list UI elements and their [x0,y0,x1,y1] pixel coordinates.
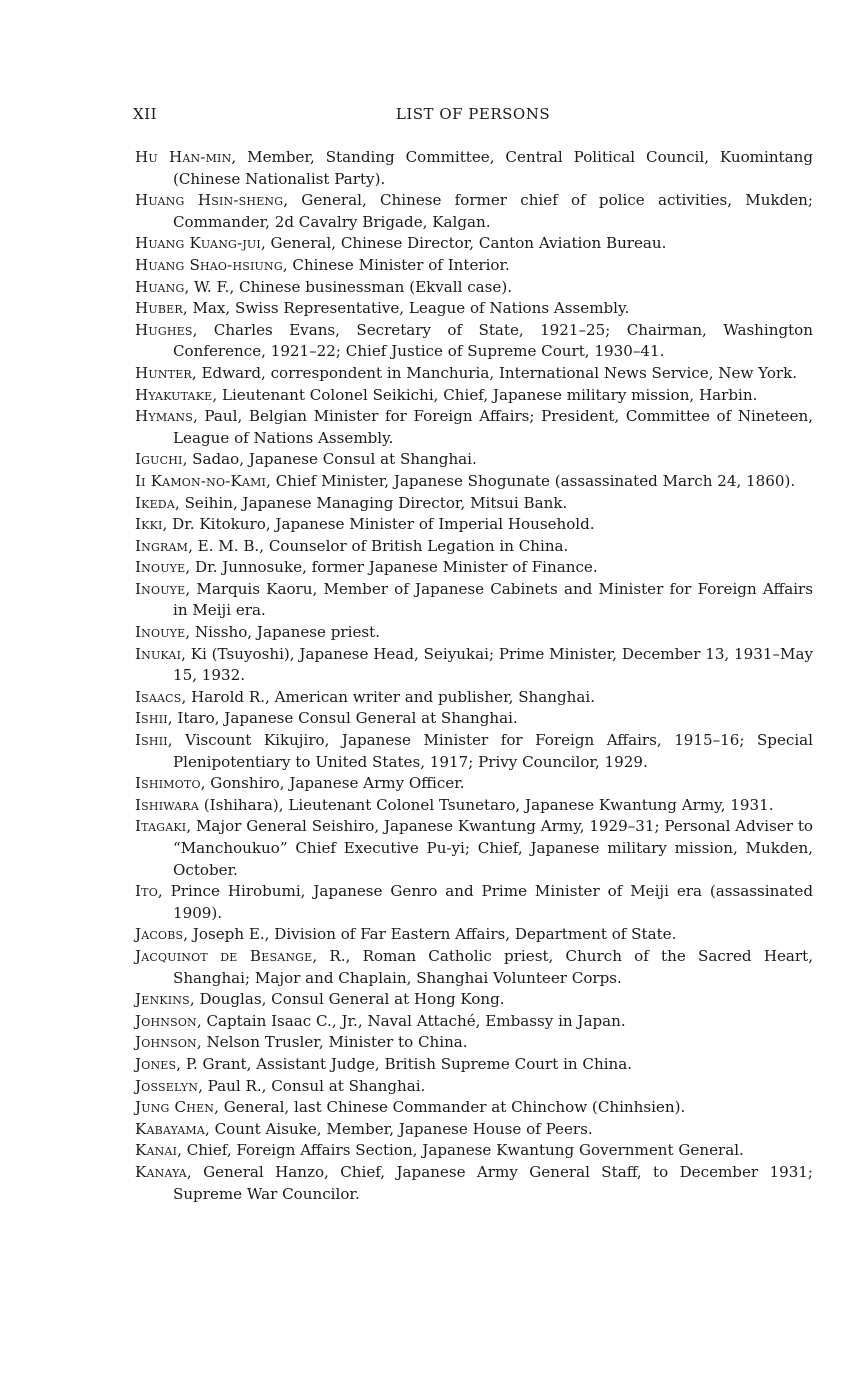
person-name: Huang Shao-hsiung [135,255,283,274]
person-description: , Douglas, Consul General at Hong Kong. [189,990,505,1009]
person-name: Ishii [135,709,168,728]
person-description: , General, last Chinese Commander at Chinchow (Chinhsien). [214,1098,686,1117]
person-name: Josselyn [135,1076,199,1095]
list-item [135,363,813,385]
person-description: , Charles Evans, Secretary of State, 1921–25; Chairman, Washington Conference, 1921–22; Chief Justice of Supreme Court, 1930–41. [173,320,813,361]
person-description: , Member, Standing Committee, Central Political Council, Kuomintang (Chinese Nationalist Party). [173,148,813,188]
list-item [135,1011,813,1033]
person-description: , Chinese Minister of Interior. [282,255,510,274]
person-description: , R., Roman Catholic priest, Church of the Sacred Heart, Shanghai; Major and Chaplain, Shanghai Volunteer Corps. [173,946,813,987]
person-name: Kanai [135,1141,178,1160]
list-item [135,147,813,190]
list-item [135,1140,813,1162]
list-item [135,514,813,536]
list-item [135,579,813,622]
person-name: Inouye [135,579,186,598]
person-description: , General, Chinese former chief of police activities, Mukden; Commander, 2d Cavalry Brigade, Kalgan. [173,191,813,231]
list-item [135,233,813,255]
list-item [135,795,813,817]
persons-list [135,147,813,1205]
list-item [135,1162,813,1205]
person-name: Jung Chen [135,1098,215,1117]
person-name: Isaacs [135,687,182,706]
person-description: , P. Grant, Assistant Judge, British Supreme Court in China. [176,1054,633,1073]
list-item [135,536,813,558]
person-name: Inukai [135,644,182,663]
person-name: Inouye [135,623,186,642]
person-name: Huang [135,277,185,296]
person-description: , Joseph E., Division of Far Eastern Affairs, Department of State. [183,925,677,944]
page-header [133,105,813,127]
list-item [135,730,813,773]
person-name: Ingram [135,536,189,555]
list-item [135,449,813,471]
person-name: Huang Hsin-sheng [135,191,284,210]
list-item [135,471,813,493]
person-description: , Prince Hirobumi, Japanese Genro and Prime Minister of Meiji era (assassinated 1909). [157,882,813,922]
person-description: , E. M. B., Counselor of British Legation in China. [188,536,569,555]
list-item [135,989,813,1011]
list-item [135,881,813,924]
person-description: , Edward, correspondent in Manchuria, International News Service, New York. [191,363,798,382]
person-description: , Itaro, Japanese Consul General at Shanghai. [167,709,518,728]
person-description: , Marquis Kaoru, Member of Japanese Cabinets and Minister for Foreign Affairs in Meiji era. [173,579,813,620]
person-name: Kanaya [135,1162,187,1181]
person-description: , Paul R., Consul at Shanghai. [198,1076,426,1095]
person-description: , Lieutenant Colonel Seikichi, Chief, Japanese military mission, Harbin. [212,385,758,404]
person-name: Huber [135,299,183,318]
person-name: Ikeda [135,493,175,512]
list-item [135,1032,813,1054]
person-name: Hunter [135,363,192,382]
person-name: Ishimoto [135,774,201,793]
person-name: Hu Han-min [135,148,232,166]
person-description: , Chief, Foreign Affairs Section, Japanese Kwantung Government General. [177,1141,744,1160]
person-description: , Gonshiro, Japanese Army Officer. [200,774,465,793]
person-name: Jacquinot de Besange [135,946,313,965]
person-description: , Seihin, Japanese Managing Director, Mitsui Bank. [174,493,568,512]
list-item [135,687,813,709]
person-description: , Count Aisuke, Member, Japanese House of Peers. [204,1119,593,1138]
person-description: , Max, Swiss Representative, League of Nations Assembly. [182,299,630,318]
person-name: Huang Kuang-jui [135,234,261,253]
person-description: , Viscount Kikujiro, Japanese Minister for Foreign Affairs, 1915–16; Special Plenipotentiary to United States, 1917; Privy Councilor, 1929. [167,731,813,771]
list-item [135,773,813,795]
person-description: , General, Chinese Director, Canton Aviation Bureau. [260,234,667,253]
list-item [135,946,813,989]
list-item [135,493,813,515]
list-item [135,622,813,644]
list-item [135,708,813,730]
person-description: , Dr. Kitokuro, Japanese Minister of Imperial Household. [162,515,595,534]
person-description: , Dr. Junnosuke, former Japanese Minister of Finance. [185,558,598,577]
person-name: Hughes [135,320,193,339]
list-item [135,816,813,881]
list-item [135,320,813,363]
person-name: Ishii [135,731,168,750]
person-description: , Major General Seishiro, Japanese Kwantung Army, 1929–31; Personal Adviser to “Manchoukuo” Chief Executive Pu-yi; Chief, Japanese military mission, Mukden, October. [173,817,813,879]
person-name: Hymans [135,407,193,426]
list-item [135,1054,813,1076]
person-name: Ito [135,882,158,901]
list-item [135,1076,813,1098]
person-name: Inouye [135,558,186,577]
list-item [135,255,813,277]
list-item [135,1119,813,1141]
person-description: , Harold R., American writer and publisher, Shanghai. [181,687,596,706]
person-name: Hyakutake [135,385,213,404]
person-name: Iguchi [135,450,183,469]
person-name: Ishiwara [135,795,199,814]
person-description: , Sadao, Japanese Consul at Shanghai. [182,450,477,469]
person-description: , Nissho, Japanese priest. [185,623,380,642]
list-item [135,1097,813,1119]
person-name: Jenkins [135,990,190,1009]
person-name: Itagaki [135,817,187,836]
person-description: (Ishihara), Lieutenant Colonel Tsunetaro, Japanese Kwantung Army, 1931. [198,795,774,814]
list-item [135,277,813,299]
person-description: , General Hanzo, Chief, Japanese Army General Staff, to December 1931; Supreme War Councilor. [173,1162,813,1203]
list-item [135,190,813,233]
person-name: Jacobs [135,925,184,944]
list-item [135,924,813,946]
person-description: , Chief Minister, Japanese Shogunate (assassinated March 24, 1860). [266,471,796,490]
person-name: Johnson [135,1033,197,1052]
page-number: XII [133,105,158,123]
list-item [135,406,813,449]
list-item [135,644,813,687]
person-name: Ii Kamon-no-Kami [135,471,267,490]
person-description: , Ki (Tsuyoshi), Japanese Head, Seiyukai; Prime Minister, December 13, 1931–May 15, 1932. [173,644,813,685]
person-description: , Paul, Belgian Minister for Foreign Affairs; President, Committee of Nineteen, League of Nations Assembly. [173,407,813,447]
person-description: , Nelson Trusler, Minister to China. [196,1033,468,1052]
list-item [135,557,813,579]
person-description: , Captain Isaac C., Jr., Naval Attaché, Embassy in Japan. [196,1011,626,1030]
list-item [135,298,813,320]
person-description: , W. F., Chinese businessman (Ekvall case). [184,277,513,296]
person-name: Johnson [135,1011,197,1030]
page-title: LIST OF PERSONS [395,105,551,123]
person-name: Ikki [135,515,163,534]
person-name: Kabayama [135,1119,205,1138]
list-item [135,385,813,407]
person-name: Jones [135,1054,177,1073]
